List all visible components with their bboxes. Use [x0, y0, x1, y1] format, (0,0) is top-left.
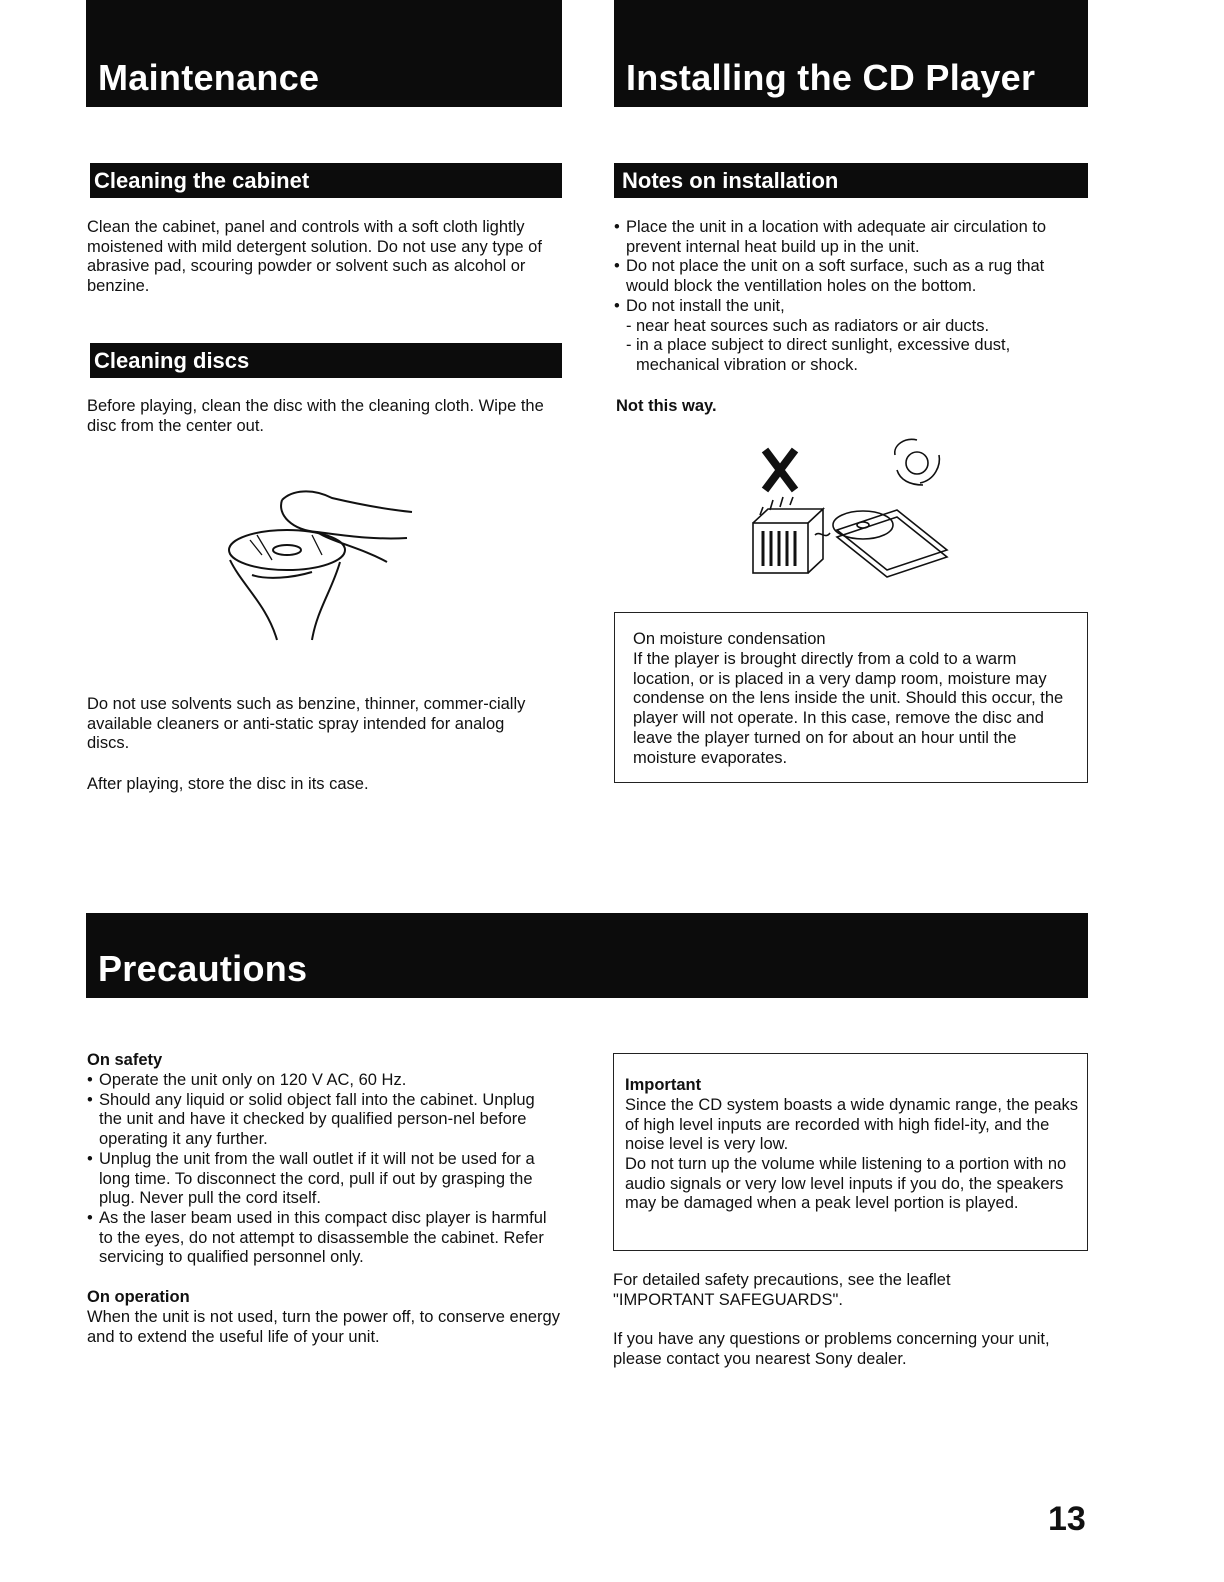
- maintenance-banner: [86, 0, 562, 107]
- installation-sub-list: [626, 317, 1088, 376]
- installation-notes: [614, 218, 1088, 376]
- precautions-title: Precautions: [98, 948, 308, 989]
- hand-top: [282, 491, 412, 512]
- important-box: [613, 1053, 1088, 1251]
- moisture-text: If the player is brought directly from a cold to a warm location, or is placed in a very damp room, moisture may condense on the lens inside the unit. Should this occur, the player will not operate. In this case, remove the disc and leave the player turned on for about an hour until the moisture evaporates.: [633, 650, 1064, 767]
- cleaning-discs-heading-bar: [86, 343, 562, 378]
- cleaning-cabinet-heading-bar: [86, 163, 562, 198]
- sun-icon: [906, 452, 928, 474]
- safety-bullet: • Operate the unit only on 120 V AC, 60 Hz.: [87, 1071, 557, 1091]
- installation-bullet: • Do not place the unit on a soft surface, such as a rug that would block the ventillation holes on the bottom.: [614, 257, 1088, 296]
- cross-mark-icon: [765, 450, 795, 490]
- leaflet-text: For detailed safety precautions, see the leaflet "IMPORTANT SAFEGUARDS".: [613, 1271, 951, 1309]
- hand-bottom: [230, 560, 277, 640]
- page-number: 13: [1048, 1500, 1086, 1538]
- contact-dealer-text: If you have any questions or problems concerning your unit, please contact you nearest Sony dealer.: [613, 1330, 1050, 1368]
- cleaning-discs-heading: Cleaning discs: [94, 348, 250, 373]
- important-heading: Important: [625, 1076, 702, 1094]
- notes-installation-heading: Notes on installation: [622, 168, 839, 193]
- safety-list-container: [87, 1071, 557, 1268]
- improper-installation-illustration: [745, 435, 955, 585]
- maintenance-title: Maintenance: [98, 57, 320, 98]
- cleaning-cabinet-text: Clean the cabinet, panel and controls with a soft cloth lightly moistened with mild detergent solution. Do not use any type of abrasive pad, scouring powder or solvent such as alcohol or benzine.: [87, 218, 542, 296]
- installation-bullet: [614, 297, 1088, 376]
- installation-bullet-list: [614, 218, 1088, 376]
- notes-installation-heading-bar: [614, 163, 1088, 198]
- safety-bullet-list: [87, 1071, 557, 1268]
- important-text-1: Since the CD system boasts a wide dynamic range, the peaks of high level inputs are recorded with high fidel-ity, and the noise level is very low.: [625, 1096, 1079, 1154]
- cleaning-cabinet-heading: Cleaning the cabinet: [94, 168, 310, 193]
- on-operation-text: When the unit is not used, turn the power off, to conserve energy and to extend the useful life of your unit.: [87, 1308, 560, 1346]
- installing-title: Installing the CD Player: [626, 57, 1036, 98]
- safety-bullet: • Should any liquid or solid object fall into the cabinet. Unplug the unit and have it checked by qualified person-nel before operating it any further.: [87, 1091, 557, 1150]
- moisture-condensation-box: [614, 612, 1088, 783]
- safety-bullet: • Unplug the unit from the wall outlet if it will not be used for a long time. To disconnect the cord, pull if out by grasping the plug. Never pull the cord itself.: [87, 1150, 557, 1209]
- installation-bullet: • Place the unit in a location with adequate air circulation to prevent internal heat build up in the unit.: [614, 218, 1088, 257]
- solvents-warning-text: Do not use solvents such as benzine, thinner, commer-cially available cleaners or anti-static spray intended for analog discs.: [87, 695, 526, 753]
- important-text-2: Do not turn up the volume while listening to a portion with no audio signals or very low level inputs if you do, the speakers may be damaged when a peak level portion is played.: [625, 1155, 1067, 1213]
- precautions-banner: [86, 913, 1088, 998]
- disc-cleaning-illustration: [222, 480, 422, 650]
- safety-bullet: • As the laser beam used in this compact disc player is harmful to the eyes, do not attempt to disassemble the cabinet. Refer servicing to qualified personnel only.: [87, 1209, 557, 1268]
- moisture-title: On moisture condensation: [633, 630, 826, 648]
- installation-subitem: - near heat sources such as radiators or air ducts.: [626, 317, 1088, 337]
- installing-banner: [614, 0, 1088, 107]
- on-operation-heading: On operation: [87, 1288, 190, 1306]
- not-this-way-label: Not this way.: [616, 397, 717, 415]
- disc-shape: [229, 530, 345, 570]
- on-safety-heading: On safety: [87, 1051, 163, 1069]
- cleaning-discs-text: Before playing, clean the disc with the cleaning cloth. Wipe the disc from the center out.: [87, 397, 544, 435]
- installation-bullet-text: Do not install the unit,: [626, 296, 785, 315]
- disc-icon: [833, 511, 893, 539]
- installation-subitem: - in a place subject to direct sunlight, excessive dust, mechanical vibration or shock.: [626, 336, 1088, 375]
- store-disc-text: After playing, store the disc in its case.: [87, 775, 369, 793]
